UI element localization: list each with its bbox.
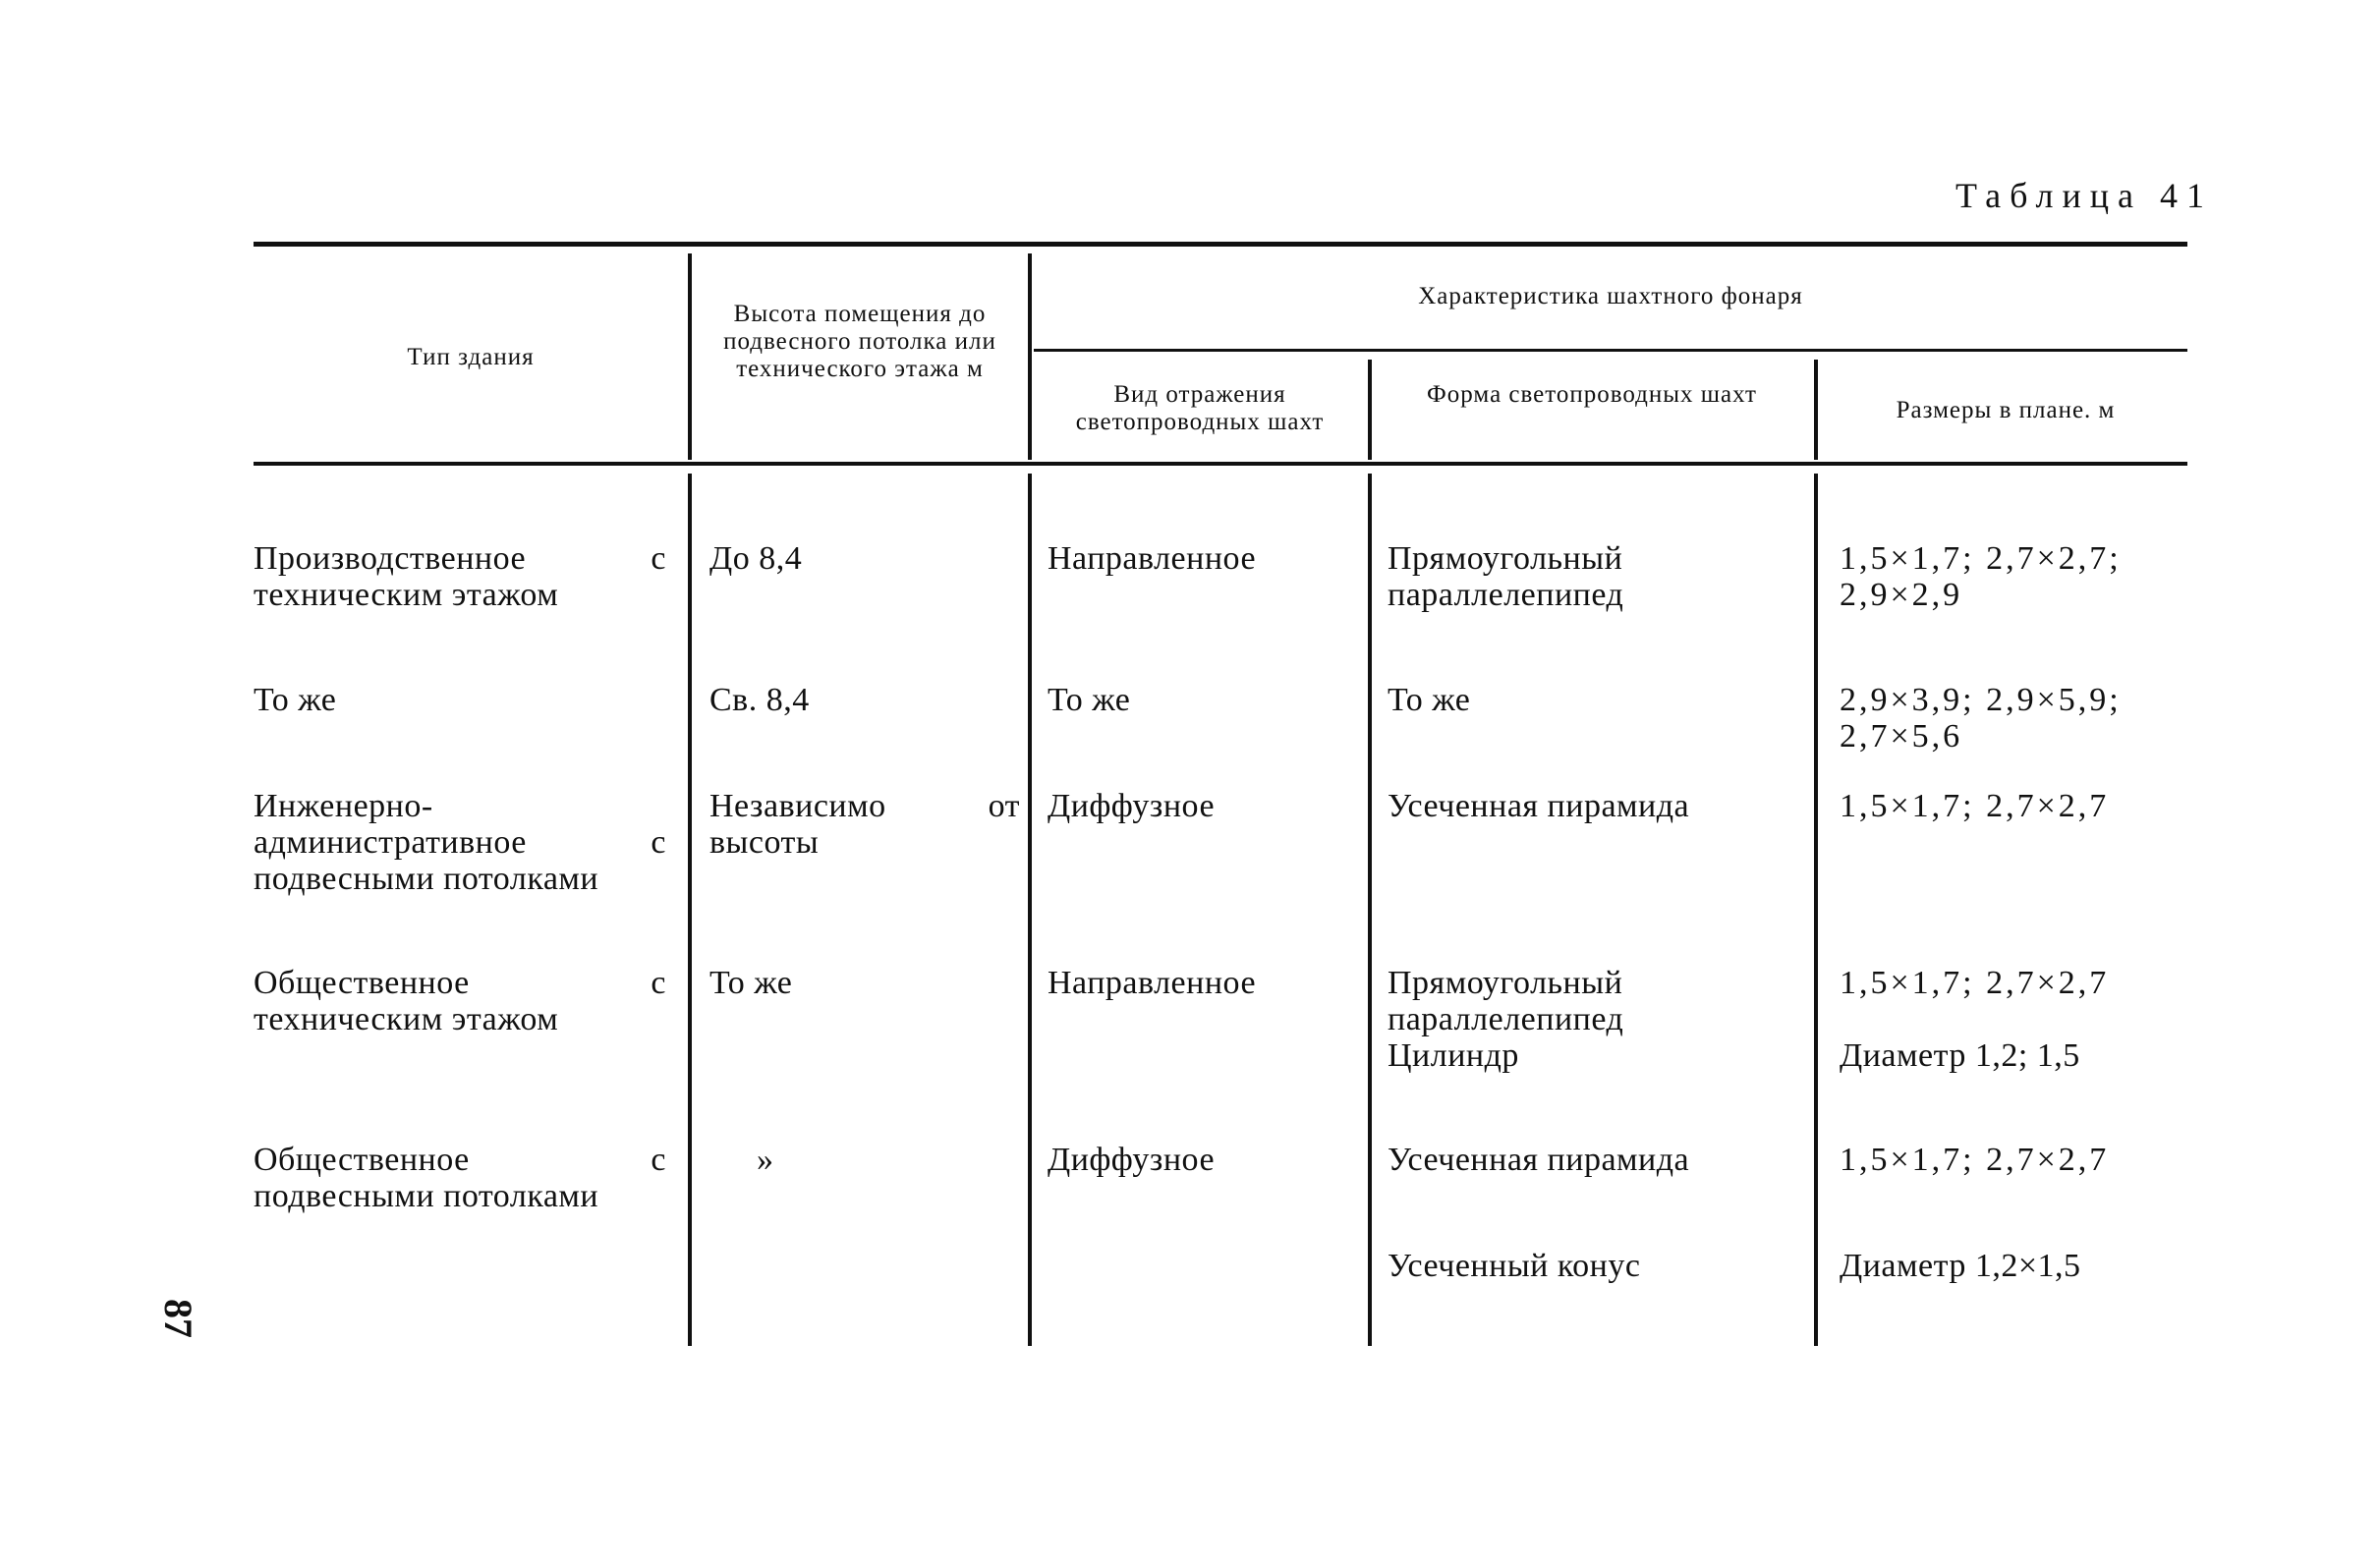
header-divider-1 xyxy=(688,253,692,460)
cell-shaft-shape-secondary: Усеченный конус xyxy=(1388,1248,1641,1284)
cell-building-type: То же xyxy=(254,682,337,718)
cell-building-type: Общественное с подвесными потолками xyxy=(254,1142,666,1214)
cell-plan-size: 1,5×1,7; 2,7×2,7 xyxy=(1840,1142,2110,1178)
cell-shaft-shape: Прямоугольный параллелепипед xyxy=(1388,540,1624,613)
cell-building-type: Производственное с техническим этажом xyxy=(254,540,666,613)
table-top-rule xyxy=(254,242,2187,247)
header-divider-4 xyxy=(1814,360,1818,460)
cell-shaft-shape: Прямоугольный параллелепипед xyxy=(1388,965,1624,1037)
cell-plan-size: 2,9×3,9; 2,9×5,9; 2,7×5,6 xyxy=(1840,682,2122,755)
table-caption: Таблица 41 xyxy=(1955,176,2213,215)
page-number: 87 xyxy=(156,1299,200,1338)
cell-reflection-type: Диффузное xyxy=(1048,788,1216,824)
body-divider-3 xyxy=(1368,474,1372,1346)
cell-room-height: То же xyxy=(709,965,793,1001)
cell-plan-size-secondary: Диаметр 1,2; 1,5 xyxy=(1840,1037,2080,1074)
cell-room-height: Независимо от высоты xyxy=(709,788,1020,861)
header-shaft-characteristic: Характеристика шахтного фонаря xyxy=(1418,283,1803,309)
header-divider-2 xyxy=(1028,253,1032,460)
cell-plan-size-secondary: Диаметр 1,2×1,5 xyxy=(1840,1248,2081,1284)
cell-room-height: Св. 8,4 xyxy=(709,682,810,718)
body-divider-2 xyxy=(1028,474,1032,1346)
body-divider-4 xyxy=(1814,474,1818,1346)
header-building-type: Тип здания xyxy=(407,344,535,370)
cell-plan-size: 1,5×1,7; 2,7×2,7; 2,9×2,9 xyxy=(1840,540,2122,613)
body-divider-1 xyxy=(688,474,692,1346)
cell-building-type: Инженерно-административное с подвесными потолками xyxy=(254,788,666,897)
cell-room-height: До 8,4 xyxy=(709,540,803,577)
header-room-height: Высота помещения до подвесного потолка или технического этажа м xyxy=(723,301,996,382)
cell-shaft-shape: Усеченная пирамида xyxy=(1388,1142,1690,1178)
cell-reflection-type: Направленное xyxy=(1048,540,1257,577)
header-group-rule xyxy=(1034,349,2187,352)
cell-building-type: Общественное с техническим этажом xyxy=(254,965,666,1037)
cell-room-height: » xyxy=(757,1142,774,1178)
cell-reflection-type: То же xyxy=(1048,682,1131,718)
cell-reflection-type: Диффузное xyxy=(1048,1142,1216,1178)
cell-shaft-shape: То же xyxy=(1388,682,1471,718)
header-plan-size: Размеры в плане. м xyxy=(1896,397,2116,423)
cell-plan-size: 1,5×1,7; 2,7×2,7 xyxy=(1840,965,2110,1001)
cell-plan-size: 1,5×1,7; 2,7×2,7 xyxy=(1840,788,2110,824)
header-shaft-shape: Форма светопроводных шахт xyxy=(1427,381,1757,408)
cell-shaft-shape-secondary: Цилиндр xyxy=(1388,1037,1519,1074)
header-reflection-type: Вид отражения светопроводных шахт xyxy=(1075,381,1325,435)
cell-reflection-type: Направленное xyxy=(1048,965,1257,1001)
header-divider-3 xyxy=(1368,360,1372,460)
header-bottom-rule xyxy=(254,462,2187,466)
cell-shaft-shape: Усеченная пирамида xyxy=(1388,788,1690,824)
